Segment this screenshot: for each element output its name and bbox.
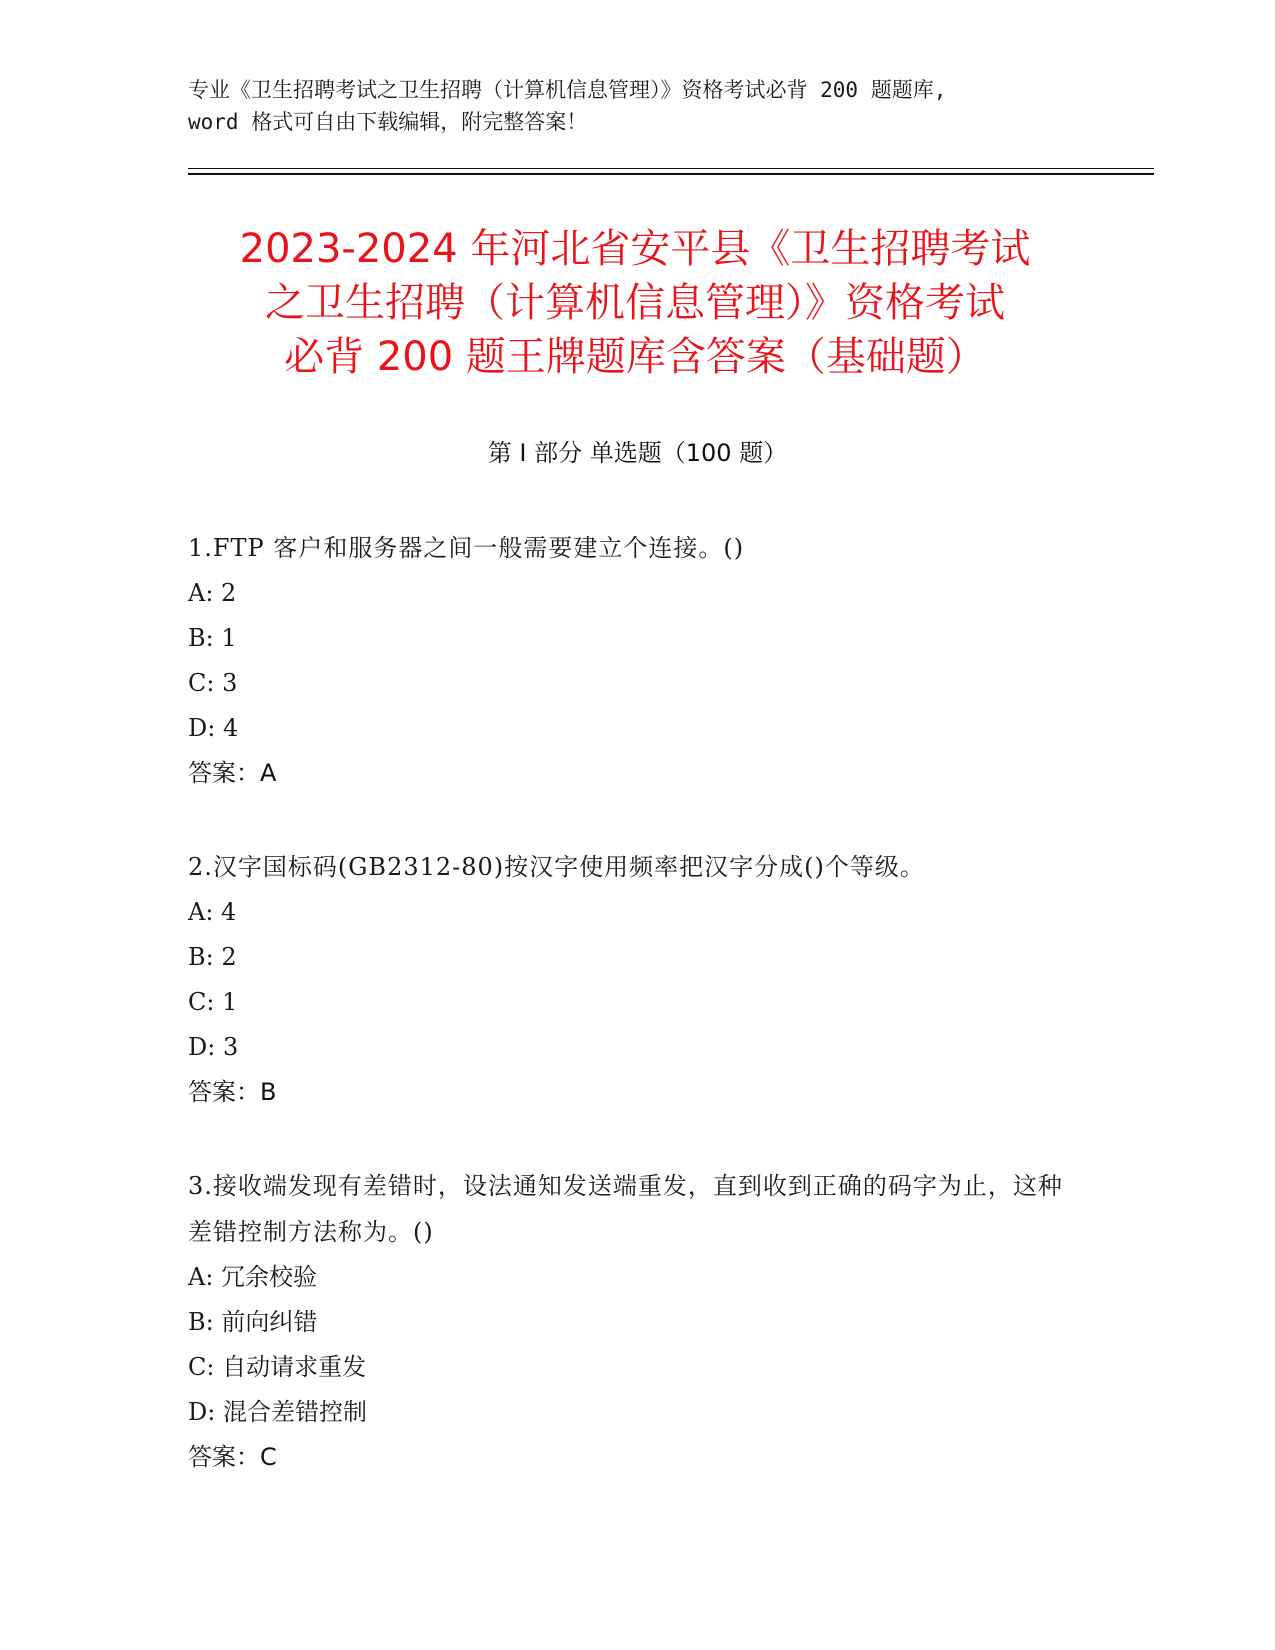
header-note-line-2: word 格式可自由下载编辑，附完整答案！	[188, 110, 588, 134]
section-title: 第 I 部分 单选题（100 题）	[487, 439, 788, 467]
question-2	[188, 844, 1068, 1115]
option-b: B: 1	[188, 624, 237, 652]
header-note	[188, 74, 1088, 138]
option-a: A: 2	[188, 579, 237, 607]
option-d: D: 3	[188, 1033, 239, 1061]
document-title-line-2: 之卫生招聘（计算机信息管理）》资格考试	[265, 280, 1005, 326]
header-note-line-1: 专业《卫生招聘考试之卫生招聘（计算机信息管理）》资格考试必背 200 题题库,	[188, 78, 947, 102]
option-d: D: 4	[188, 714, 239, 742]
option-c: C: 3	[188, 669, 238, 697]
question-1	[188, 525, 1068, 796]
answer: 答案：A	[188, 759, 277, 787]
option-b: B: 2	[188, 943, 237, 971]
document-title-line-3: 必背 200 题王牌题库含答案（基础题）	[284, 334, 986, 380]
question-text: 1.FTP 客户和服务器之间一般需要建立个连接。()	[188, 534, 745, 562]
answer: 答案：C	[188, 1443, 277, 1471]
question-text: 3.接收端发现有差错时，设法通知发送端重发，直到收到正确的码字为止，这种差错控制方法称为。()	[188, 1172, 1063, 1246]
answer: 答案：B	[188, 1078, 277, 1106]
document-title-line-1: 2023-2024 年河北省安平县《卫生招聘考试	[239, 226, 1031, 272]
option-a: A: 冗余校验	[188, 1263, 318, 1291]
option-a: A: 4	[188, 898, 237, 926]
option-b: B: 前向纠错	[188, 1308, 318, 1336]
header-divider-thin	[188, 168, 1154, 169]
document-title	[160, 222, 1110, 384]
question-list	[188, 525, 1068, 1528]
header-divider-thick	[188, 173, 1154, 175]
question-3	[188, 1163, 1068, 1480]
option-c: C: 1	[188, 988, 238, 1016]
question-text: 2.汉字国标码(GB2312-80)按汉字使用频率把汉字分成()个等级。	[188, 853, 925, 881]
option-c: C: 自动请求重发	[188, 1353, 367, 1381]
option-d: D: 混合差错控制	[188, 1398, 367, 1426]
